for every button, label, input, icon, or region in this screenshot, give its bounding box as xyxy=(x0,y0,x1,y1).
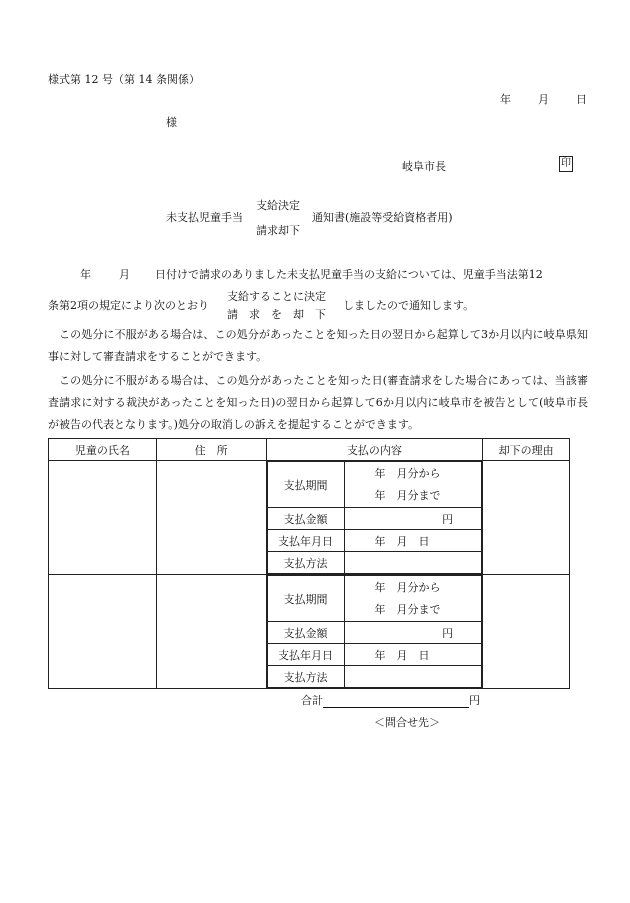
header-year: 年 xyxy=(500,93,511,106)
total-label: 合計 xyxy=(301,694,323,707)
issuer: 岐阜市長 xyxy=(402,160,446,173)
amount-label: 支払金額 xyxy=(267,622,344,644)
payment-date-label: 支払年月日 xyxy=(267,644,344,666)
header-rejection-reason: 却下の理由 xyxy=(483,439,570,461)
payment-date-label: 支払年月日 xyxy=(267,530,344,552)
method-label: 支払方法 xyxy=(267,552,344,574)
rejection-reason-cell xyxy=(483,461,570,575)
title-option-grant: 支給決定 xyxy=(256,199,300,212)
title-prefix: 未支払児童手当 xyxy=(166,211,243,224)
total-unit: 円 xyxy=(469,694,480,707)
form-number: 様式第 12 号（第 14 条関係） xyxy=(48,73,200,86)
payment-date-value: 年 月 日 xyxy=(344,644,482,666)
period-to: 年 月分まで xyxy=(374,602,441,616)
period-to: 年 月分まで xyxy=(374,488,441,502)
body-option-grant: 支給することに決定 xyxy=(227,290,326,303)
amount-unit: 円 xyxy=(344,622,482,644)
payment-content-cell xyxy=(266,461,483,575)
table-row xyxy=(49,575,570,689)
table-header-row xyxy=(49,439,570,461)
payment-table xyxy=(48,438,570,689)
contact-heading: ＜問合せ先＞ xyxy=(374,716,440,729)
header-month: 月 xyxy=(538,93,549,106)
child-name-cell xyxy=(49,575,157,689)
total-line xyxy=(301,692,480,708)
body-year: 年 xyxy=(80,268,91,281)
seal-mark: 印 xyxy=(559,156,573,172)
body-line2-suffix: しましたので通知します。 xyxy=(343,299,475,312)
appeal-paragraph: この処分に不服がある場合は、この処分があったことを知った日の翌日から起算して3か月以内に岐阜県知事に対して審査請求をすることができます。 xyxy=(48,328,588,363)
amount-unit: 円 xyxy=(344,508,482,530)
title-suffix: 通知書(施設等受給資格者用) xyxy=(312,211,453,224)
title-option-reject: 請求却下 xyxy=(256,224,300,237)
payment-date-value: 年 月 日 xyxy=(344,530,482,552)
payment-content-cell xyxy=(266,575,483,689)
header-day: 日 xyxy=(576,93,587,106)
address-cell xyxy=(156,575,266,689)
method-value xyxy=(344,552,482,574)
child-name-cell xyxy=(49,461,157,575)
period-label: 支払期間 xyxy=(267,576,344,622)
body-option-reject: 請 求 を 却 下 xyxy=(227,308,326,321)
addressee-suffix: 様 xyxy=(166,116,177,129)
body-line1: 日付けで請求のありました未支払児童手当の支給については、児童手当法第12 xyxy=(155,268,543,281)
header-child-name: 児童の氏名 xyxy=(49,439,157,461)
rejection-reason-cell xyxy=(483,575,570,689)
period-label: 支払期間 xyxy=(267,462,344,508)
method-value xyxy=(344,666,482,688)
address-cell xyxy=(156,461,266,575)
body-line2-prefix: 条第2項の規定により次のとおり xyxy=(48,299,209,312)
total-underline xyxy=(323,695,469,708)
period-from: 年 月分から xyxy=(374,466,441,480)
amount-label: 支払金額 xyxy=(267,508,344,530)
lawsuit-paragraph: この処分に不服がある場合は、この処分があったことを知った日(審査請求をした場合にあっては、当該審査請求に対する裁決があったことを知った日)の翌日から起算して6か月以内に岐阜市を被告として(岐阜市長が被告の代表となります。)処分の取消しの訴えを提起することができます。 xyxy=(48,374,588,431)
table-row xyxy=(49,461,570,575)
header-address: 住 所 xyxy=(156,439,266,461)
header-payment-content: 支払の内容 xyxy=(266,439,483,461)
body-month: 月 xyxy=(119,268,130,281)
period-from: 年 月分から xyxy=(374,580,441,594)
method-label: 支払方法 xyxy=(267,666,344,688)
